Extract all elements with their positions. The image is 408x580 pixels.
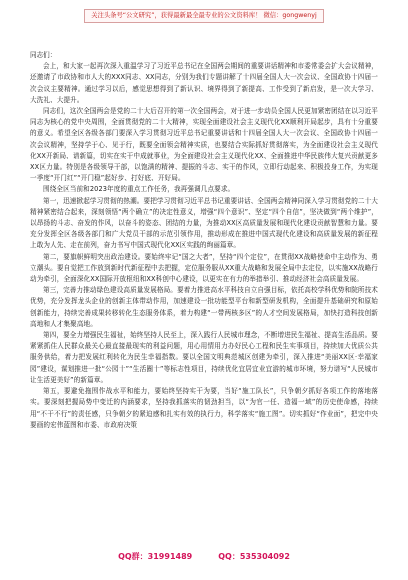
paragraph: 第一，迅速掀起学习贯彻的热潮。要把学习贯彻习近平总书记重要讲话、全国两会精神同深入学习贯彻党的二十大精神紧密结合起来，深刻领悟“两个确立”的决定性意义，增强“四个意识”、坚定“四个自信”，坚决做到“两个维护”，以昂扬的斗志、奋发的作风，以奋斗的姿态、团结的力量，为推动XX区高质量发展和现代化建设贡献智慧和力量。要充分发挥全区各级各部门和广大党员干部的示范引领作用，推动形成在推进中国式现代化建设和高质量发展的新征程上敢为人先、走在前列，奋力书写中国式现代化XX区实践的绚丽篇章。 [30,196,378,250]
paragraph: 同志们，这次全国两会是党的二十大后召开的第一次全国两会，对于进一步动员全国人民更加紧密团结在以习近平同志为核心的党中央周围，全面贯彻党的二十大精神，实现全面建设社会主义现代化XX顺利开局起步，具有十分重要的意义。希望全区各级各部门要深入学习贯彻习近平总书记重要讲话和十四届全国人大一次会议、全国政协十四届一次会议精神，坚持学于心、见于行，既要全面领会精神实质，也要结合实际抓好贯彻落实，为全面建设社会主义现代化XX开新局、谱新篇，切实在实干中成就事业，为全面建设社会主义现代化XX、全面推进中华民族伟大复兴贡献更多XX区力量。特别是各级领导干部，以饱满的精神、提振的斗志、实干的作风，立即行动起来、积极投身工作，为实现一季度“开门红”“开门稳”起好步、打好底、开好局。 [30,107,378,183]
paragraph: 第三，完善力推动绿色建设高质量发展格局。要着力推进高水平科技自立自强目标，依托高校学科优势和院所技术优势，充分发挥龙头企业的创新主体带动作用，加速建设一批功能型平台和新型研发机构，全面提升基础研究和原始创新能力，持续完善成果转移转化生态服务体系，着力构建“一带两核多区”的人才空间发展格局，加快打造科技创新高地和人才集聚高地。 [30,286,378,328]
paragraph: 第四，要全力增强民生福祉，始终坚持人民至上，深入践行人民城市理念，不断增进民生福祉、提高生活品质。要紧紧抓住人民群众最关心最直接最现实的利益问题，用心用情用力办好民心工程和民生实事项目，持续加大优质公共服务供给，着力把发展红利转化为民生幸福指数。要以全国文明典范城区创建为牵引，深入推进“美丽XX区·幸福家园”建设，谋划推进一批“公园十”“生活圈十”等标志性项目，持续优化宜居宜业宜游的城市环境，努力谱写“人民城市让生活更美好”的新篇章。 [30,331,378,384]
document-body [30,40,378,538]
paragraph: 第五，要避免拖围作战水平和能力，要始终坚持实干为要，当好“施工队长”，只争朝夕抓好各项工作的落地落实。要深刻把握局势中变迁的内涵要求，坚持我抓落实的韧劲担当，以“为官一任、造福一域”的历史使命感，持续用“不干不行”的责任感，只争朝夕的紧迫感和扎实有效的执行力，科学落实“施工图”。切实抓好“作业面”，把完中央要画的宏伟蓝图和市委、市政府决策 [30,387,378,429]
qq-text: QQ：535304092 [218,551,290,561]
salutation: 同志们： [30,51,57,59]
header-bar [0,0,408,32]
paragraph: 第二，要旗帜鲜明突出政治建设。要始终牢记“国之大者”，坚持“四个定位”，在贯彻XX战略使命中主动作为、勇立潮头。要自觉把工作放到新时代新征程中去把握，定位服务服从XX重大战略和发展全局中去定位，以实施XX战略行动为牵引，全面深化XX国际开放枢纽和XX科创中心建设，以更实在有力的举措举引、推动经济社会高质量发展。 [30,252,378,284]
qq-group-text: QQ群：31991489 [118,551,193,561]
promo-banner: 关注头条号“公文研究”，获得最新最全最专业的公文资料库！ 微信：gongwenyj [84,9,323,23]
paragraph: 围绕全区当前和2023年度的重点工作任务，我再强调几点要求。 [43,185,235,194]
paragraph: 会上，和大家一起再次深入重温学习了习近平总书记在全国两会期间的重要讲话精神和市委常委会扩大会议精神，还邀请了市政协和市人大的XXX同志、XX同志，分别为我们专题讲解了十四届全国人大一次会议、全国政协十四届一次会议主要精神。通过学习以后，感觉思想得到了新认识、境界得到了新提高、工作受到了新启发，是一次大学习、大洗礼、大提升。 [30,62,378,104]
footer-contact [0,544,408,568]
